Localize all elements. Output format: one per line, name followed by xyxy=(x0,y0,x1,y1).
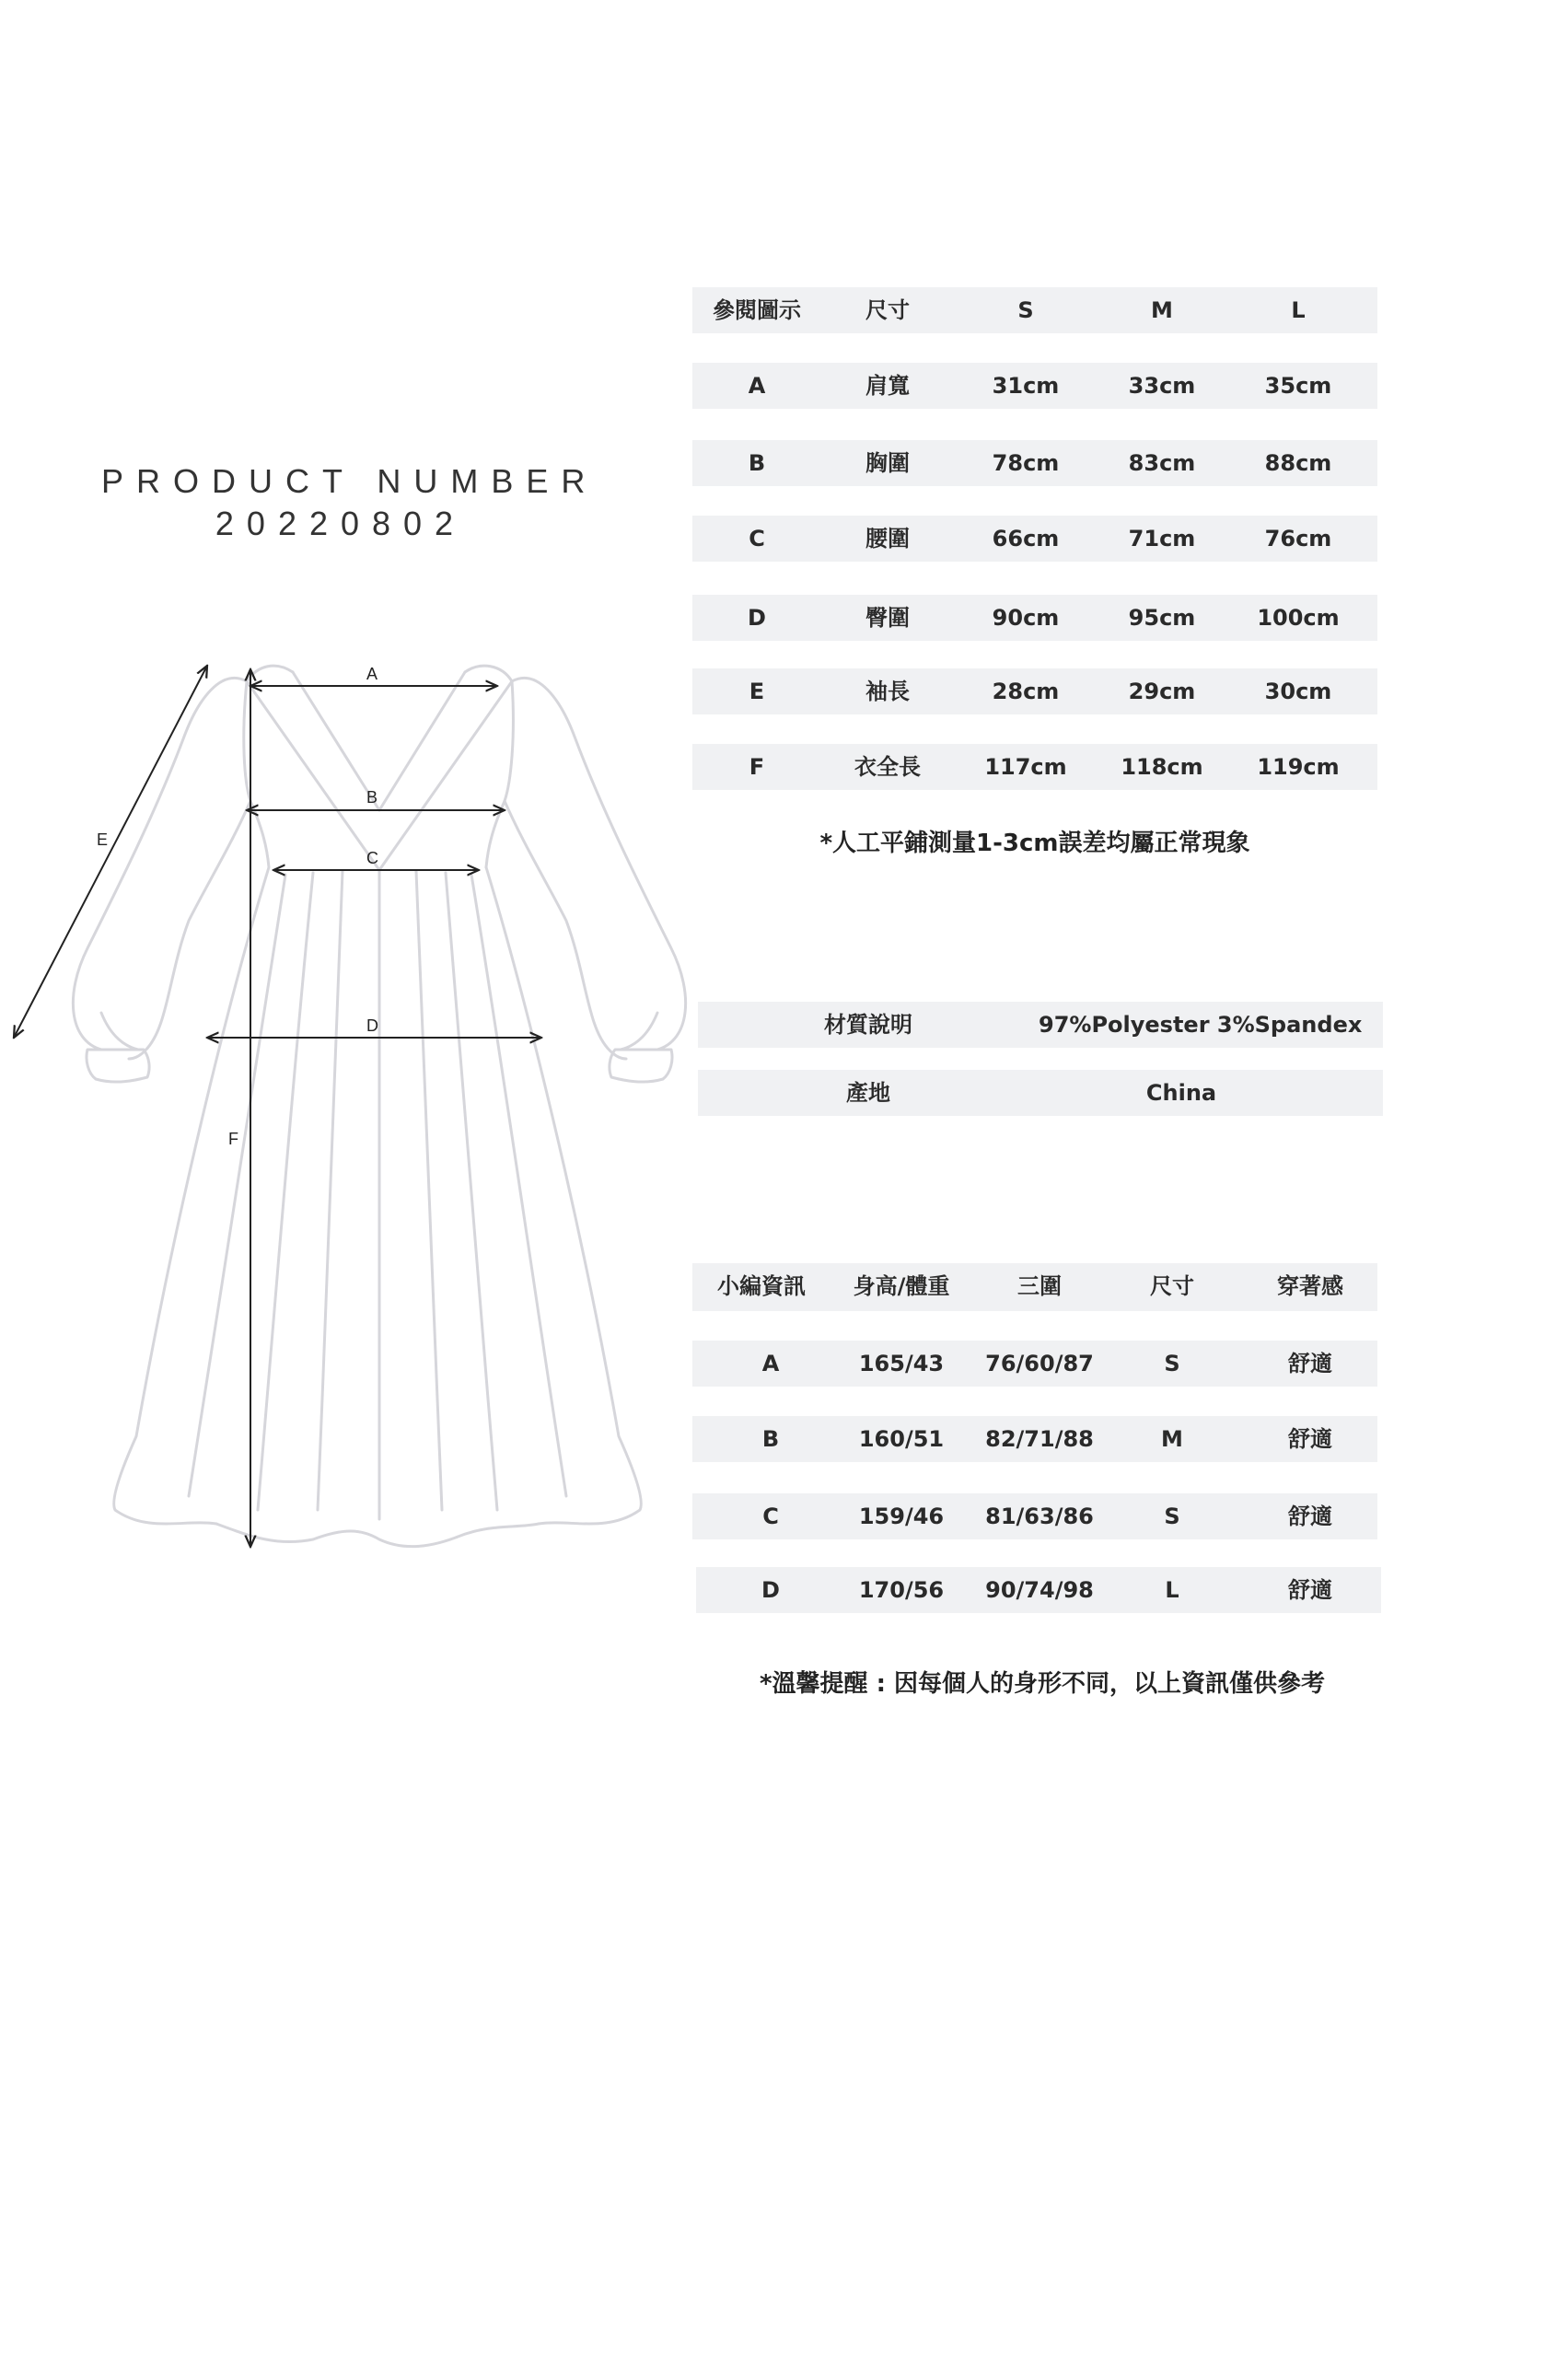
table-cell: 30cm xyxy=(1264,679,1332,704)
header-cell: 尺寸 xyxy=(865,297,910,323)
table-cell: A xyxy=(761,1351,780,1376)
table-cell: 81/63/86 xyxy=(985,1504,1094,1529)
table-cell: 165/43 xyxy=(858,1351,945,1376)
table-row xyxy=(692,1493,1377,1539)
table-row xyxy=(696,1567,1381,1613)
measure-label-a: A xyxy=(366,665,378,683)
table-cell: 66cm xyxy=(992,526,1060,552)
table-cell: 95cm xyxy=(1128,605,1196,631)
product-number-value: 20220802 xyxy=(215,505,467,542)
table-cell: 117cm xyxy=(984,754,1067,780)
table-cell: 產地 xyxy=(846,1080,890,1106)
table-cell: 舒適 xyxy=(1288,1577,1332,1603)
header-cell: 尺寸 xyxy=(1150,1273,1194,1299)
table-row xyxy=(692,363,1377,409)
table-row xyxy=(692,595,1377,641)
table-cell: 舒適 xyxy=(1288,1426,1332,1452)
table-row xyxy=(692,744,1377,790)
table-row xyxy=(692,668,1377,714)
table-cell: 臀圍 xyxy=(865,605,910,631)
dress-measurement-diagram xyxy=(0,0,700,1584)
table-cell: 29cm xyxy=(1128,679,1196,704)
table-cell: 82/71/88 xyxy=(985,1426,1094,1452)
table-cell: 160/51 xyxy=(858,1426,945,1452)
dress-outline xyxy=(73,666,685,1547)
table-cell: D xyxy=(761,1577,780,1603)
table-cell: M xyxy=(1161,1426,1183,1452)
table-cell: 118cm xyxy=(1121,754,1203,780)
table-cell: 袖長 xyxy=(865,679,910,704)
measure-label-f: F xyxy=(228,1130,238,1148)
table-cell: 舒適 xyxy=(1288,1351,1332,1376)
table-cell: 肩寬 xyxy=(865,373,910,399)
table-cell: 159/46 xyxy=(858,1504,945,1529)
table-cell: 衣全長 xyxy=(854,754,921,780)
measure-label-c: C xyxy=(366,849,378,867)
table-cell: F xyxy=(749,754,765,780)
table-cell: A xyxy=(748,373,766,399)
size-table-header xyxy=(692,287,1377,333)
table-row xyxy=(692,440,1377,486)
header-cell: 參閱圖示 xyxy=(713,297,801,323)
table-cell: 材質說明 xyxy=(824,1012,912,1038)
table-cell: B xyxy=(748,450,766,476)
header-cell: 三圍 xyxy=(1017,1273,1062,1299)
table-cell: 100cm xyxy=(1257,605,1340,631)
table-cell: 76cm xyxy=(1264,526,1332,552)
table-cell: 28cm xyxy=(992,679,1060,704)
table-cell: 舒適 xyxy=(1288,1504,1332,1529)
table-row xyxy=(698,1070,1383,1116)
table-cell: D xyxy=(748,605,766,631)
table-cell: 88cm xyxy=(1264,450,1332,476)
header-cell: S xyxy=(1017,297,1034,323)
header-cell: 身高/體重 xyxy=(853,1273,950,1299)
table-cell: 170/56 xyxy=(858,1577,945,1603)
table-cell: 90/74/98 xyxy=(985,1577,1094,1603)
header-cell: 穿著感 xyxy=(1277,1273,1343,1299)
table-cell: E xyxy=(749,679,765,704)
table-cell: 83cm xyxy=(1128,450,1196,476)
table-cell: 腰圍 xyxy=(865,526,910,552)
table-cell: 31cm xyxy=(992,373,1060,399)
product-number-label: PRODUCT NUMBER xyxy=(101,462,598,500)
table-cell: L xyxy=(1165,1577,1179,1603)
measurement-note: *人工平鋪測量1-3cm誤差均屬正常現象 xyxy=(819,830,1250,857)
measure-label-d: D xyxy=(366,1016,378,1035)
table-cell: 76/60/87 xyxy=(985,1351,1094,1376)
measure-line-e xyxy=(14,666,207,1038)
table-row xyxy=(692,1341,1377,1387)
table-cell: C xyxy=(762,1504,779,1529)
model-table-header xyxy=(692,1263,1377,1311)
table-cell: 97%Polyester 3%Spandex xyxy=(1039,1012,1363,1038)
header-cell: 小編資訊 xyxy=(717,1273,806,1299)
table-cell: B xyxy=(761,1426,780,1452)
table-cell: 71cm xyxy=(1128,526,1196,552)
table-row xyxy=(692,516,1377,562)
table-cell: 119cm xyxy=(1257,754,1340,780)
table-cell: China xyxy=(1145,1080,1217,1106)
table-cell: 胸圍 xyxy=(865,450,910,476)
table-cell: S xyxy=(1164,1351,1180,1376)
measure-label-b: B xyxy=(366,788,378,807)
table-cell: 90cm xyxy=(992,605,1060,631)
table-cell: S xyxy=(1164,1504,1180,1529)
table-cell: 33cm xyxy=(1128,373,1196,399)
header-cell: M xyxy=(1151,297,1173,323)
table-row xyxy=(698,1002,1383,1048)
table-cell: C xyxy=(749,526,765,552)
table-cell: 78cm xyxy=(992,450,1060,476)
measure-label-e: E xyxy=(97,830,109,849)
table-cell: 35cm xyxy=(1264,373,1332,399)
table-row xyxy=(692,1416,1377,1462)
reference-note: *溫馨提醒 : 因每個人的身形不同，以上資訊僅供參考 xyxy=(759,1670,1326,1698)
header-cell: L xyxy=(1291,297,1306,323)
